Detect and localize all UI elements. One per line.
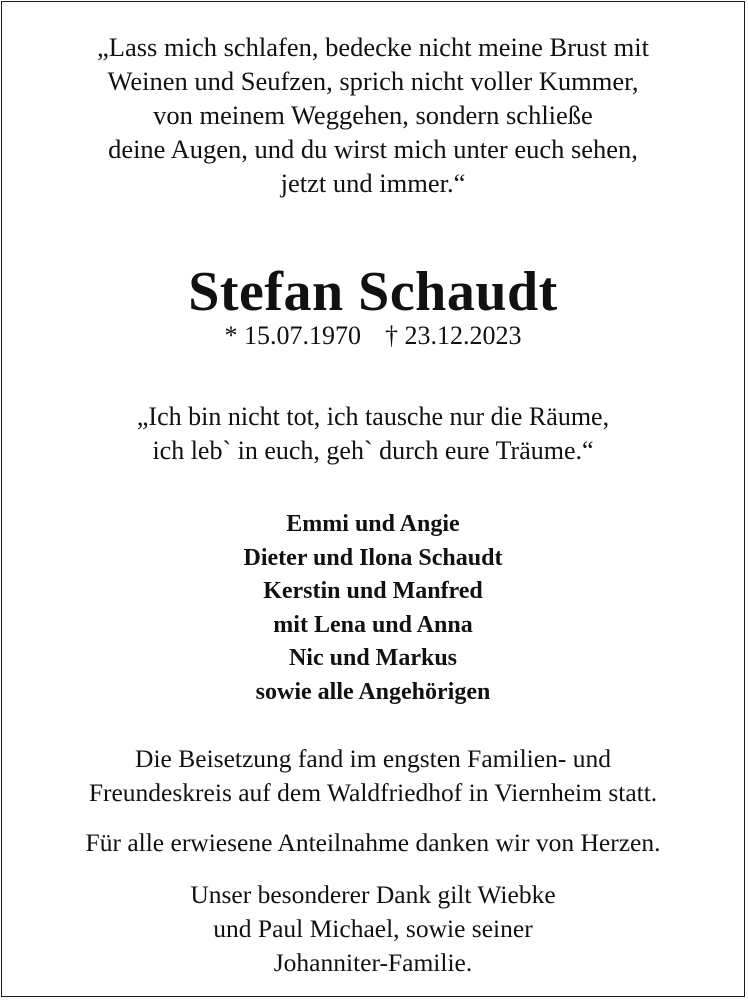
special-thanks-line: und Paul Michael, sowie seiner: [213, 914, 533, 943]
mourner-line: Kerstin und Manfred: [263, 578, 483, 604]
special-thanks-line: Johanniter-Familie.: [273, 948, 473, 977]
verse-line: Weinen und Seufzen, sprich nicht voller Kummer,: [107, 66, 639, 96]
verse-line: „Ich bin nicht tot, ich tausche nur die Räume,: [136, 402, 610, 431]
mourner-line: mit Lena und Anna: [273, 611, 473, 638]
death-date: † 23.12.2023: [385, 321, 522, 350]
mourners-list: [2, 508, 744, 709]
mourner-line: Emmi und Angie: [286, 511, 460, 537]
special-thanks: [2, 878, 744, 980]
second-verse: [2, 400, 744, 468]
burial-line: Die Beisetzung fand im engsten Familien- und: [135, 744, 611, 773]
mourner-line: sowie alle Angehörigen: [255, 678, 491, 705]
opening-verse: [2, 30, 744, 200]
burial-notice: [2, 742, 744, 810]
verse-line: deine Augen, und du wirst mich unter euch sehen,: [108, 134, 638, 164]
mourner-line: Nic und Markus: [288, 645, 458, 671]
obituary-notice: [1, 1, 745, 997]
birth-date: * 15.07.1970: [224, 321, 361, 350]
verse-line: von meinem Weggehen, sondern schließe: [153, 100, 593, 130]
life-dates: [2, 320, 744, 352]
deceased-name: Stefan Schaudt: [188, 261, 558, 323]
thanks-line: Für alle erwiesene Anteilnahme danken wir von Herzen.: [85, 828, 661, 857]
verse-line: „Lass mich schlafen, bedecke nicht meine Brust mit: [97, 32, 649, 62]
special-thanks-line: Unser besonderer Dank gilt Wiebke: [190, 880, 556, 909]
burial-line: Freundeskreis auf dem Waldfriedhof in Viernheim statt.: [88, 778, 658, 807]
mourner-line: Dieter und Ilona Schaudt: [243, 544, 503, 571]
verse-line: ich leb` in euch, geh` durch eure Träume.“: [152, 436, 594, 465]
verse-line: jetzt und immer.“: [280, 168, 466, 198]
